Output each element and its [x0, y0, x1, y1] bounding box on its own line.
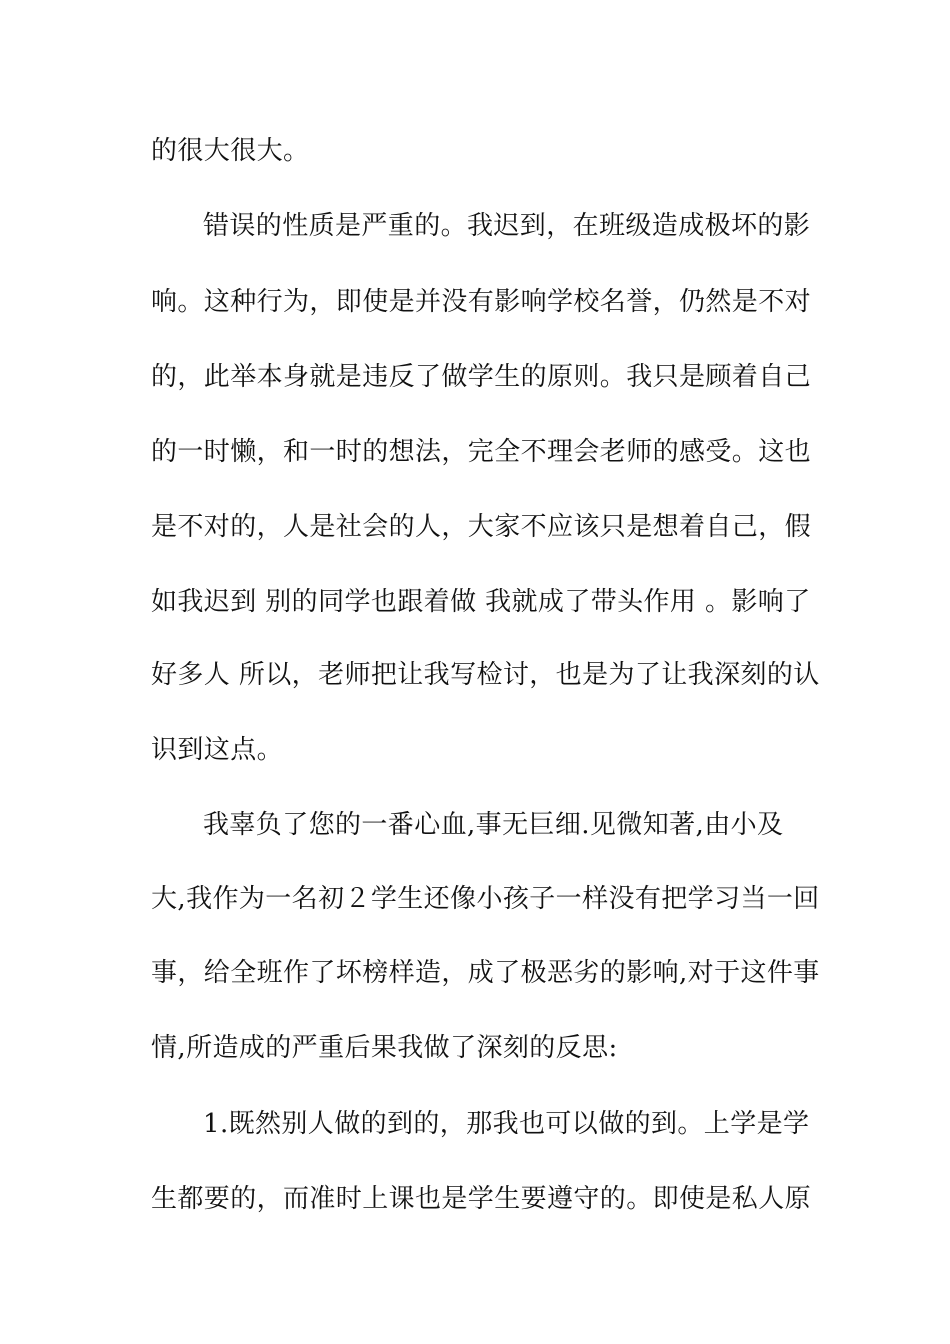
text-line: 的，此举本身就是违反了做学生的原则。我只是顾着自己 [151, 362, 812, 392]
text-line: 如我迟到 别的同学也跟着做 我就成了带头作用 。影响了 [151, 587, 811, 617]
text-line: 的很大很大。 [151, 136, 310, 166]
text-line: 好多人 所以，老师把让我写检讨，也是为了让我深刻的认 [151, 660, 820, 690]
paragraph-start-line: 错误的性质是严重的。我迟到，在班级造成极坏的影 [203, 211, 811, 241]
text-line: 情,所造成的严重后果我做了深刻的反思: [151, 1033, 618, 1063]
text-line: 是不对的，人是社会的人，大家不应该只是想着自己，假 [151, 512, 812, 542]
list-item-line: 1.既然别人做的到的，那我也可以做的到。上学是学 [203, 1109, 810, 1139]
paragraph-start-line: 我辜负了您的一番心血,事无巨细.见微知著,由小及 [203, 810, 784, 840]
text-line: 生都要的，而准时上课也是学生要遵守的。即使是私人原 [151, 1184, 812, 1214]
text-line: 的一时懒，和一时的想法，完全不理会老师的感受。这也 [151, 437, 812, 467]
text-line: 大,我作为一名初２学生还像小孩子一样没有把学习当一回 [151, 884, 820, 914]
text-line: 识到这点。 [151, 735, 284, 765]
text-line: 响。这种行为，即使是并没有影响学校名誉，仍然是不对 [151, 287, 812, 317]
text-line: 事，给全班作了坏榜样造，成了极恶劣的影响,对于这件事 [151, 958, 820, 988]
